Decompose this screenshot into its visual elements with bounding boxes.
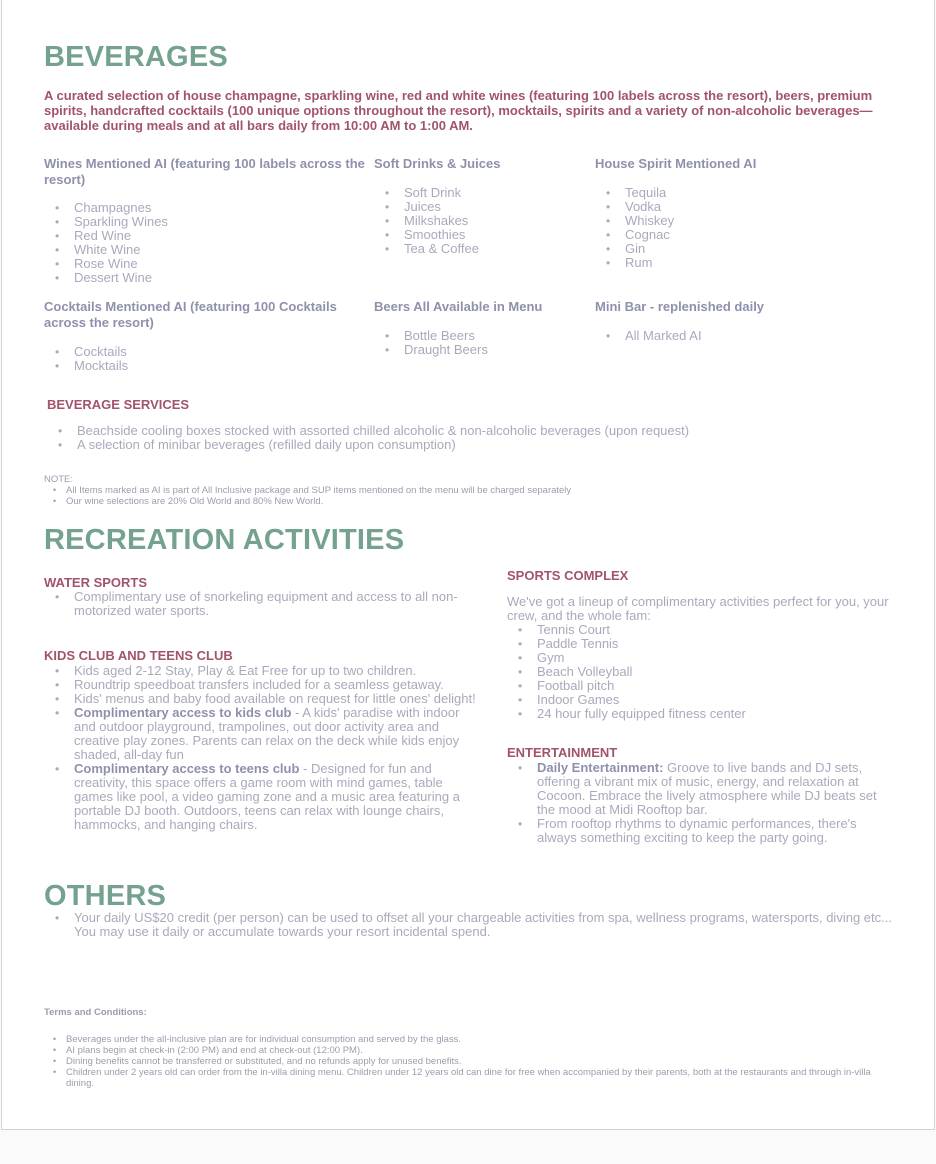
- beverages-columns-row2: [44, 299, 892, 372]
- list-item: • White Wine: [44, 243, 374, 257]
- wines-column: [44, 156, 374, 285]
- cocktails-list: [44, 345, 374, 373]
- minibar-column: [595, 299, 892, 372]
- beverages-intro: A curated selection of house champagne, sparkling wine, red and white wines (featuring 100 labels across the resort), beers, premium spirits, handcrafted cocktails (100 unique options throughout the resort), mocktails, spirits and a variety of non-alcoholic beverages—available during meals and at all bars daily from 10:00 AM to 1:00 AM.: [44, 88, 873, 134]
- list-item: • Daily Entertainment: Groove to live bands and DJ sets, offering a vibrant mix of music, energy, and relaxation at Cocoon. Embrace the lively atmosphere while DJ beats set the mood at Midi Rooftop bar.: [507, 761, 892, 817]
- minibar-list: [595, 329, 892, 343]
- list-item: • Kids aged 2-12 Stay, Play & Eat Free for up to two children.: [44, 664, 481, 678]
- beverage-services-section: [44, 397, 892, 453]
- list-item: • Beverages under the all-inclusive plan are for individual consumption and served by the glass.: [44, 1034, 892, 1045]
- soft-drinks-column: [374, 156, 595, 285]
- list-item-bold-lead: Complimentary access to teens club: [74, 760, 300, 776]
- list-item: • Vodka: [595, 200, 892, 214]
- spirits-column: [595, 156, 892, 285]
- list-item: • Beach Volleyball: [507, 665, 892, 679]
- water-sports-list: [44, 590, 481, 618]
- list-item: • AI plans begin at check-in (2:00 PM) and end at check-out (12:00 PM).: [44, 1045, 892, 1056]
- list-item: • Whiskey: [595, 214, 892, 228]
- list-item: • Dining benefits cannot be transferred or substituted, and no refunds apply for unused benefits.: [44, 1056, 892, 1067]
- recreation-right-column: [507, 568, 892, 845]
- list-item: • Kids' menus and baby food available on request for little ones' delight!: [44, 692, 481, 706]
- list-item: • Mocktails: [44, 359, 374, 373]
- beverages-columns-row1: [44, 156, 892, 285]
- list-item: • Tennis Court: [507, 623, 892, 637]
- list-item-bold-lead: Complimentary access to kids club: [74, 704, 292, 720]
- list-item: • Gym: [507, 651, 892, 665]
- list-item: • Complimentary access to kids club - A kids' paradise with indoor and outdoor playground, trampolines, out door activity area and creative play zones. Parents can relax on the deck while kids enjoy shaded, all-day fun: [44, 706, 481, 762]
- list-item: • Football pitch: [507, 679, 892, 693]
- list-item: • 24 hour fully equipped fitness center: [507, 707, 892, 721]
- water-sports-heading: WATER SPORTS: [44, 574, 148, 590]
- list-item: • Dessert Wine: [44, 271, 374, 285]
- terms-section: [44, 1007, 892, 1089]
- beers-list: [374, 329, 595, 357]
- spirits-heading: House Spirit Mentioned AI: [595, 156, 757, 172]
- list-item: • Bottle Beers: [374, 329, 595, 343]
- list-item: • Cognac: [595, 228, 892, 242]
- list-item-bold-lead: Daily Entertainment:: [537, 759, 664, 775]
- list-item: • From rooftop rhythms to dynamic performances, there's always something exciting to keep the party going.: [507, 817, 892, 845]
- kids-club-heading: KIDS CLUB AND TEENS CLUB: [44, 648, 233, 664]
- list-item: • Champagnes: [44, 201, 374, 215]
- list-item: • Roundtrip speedboat transfers included for a seamless getaway.: [44, 678, 481, 692]
- wines-list: [44, 201, 374, 285]
- note-list: [44, 485, 892, 507]
- list-item: • Milkshakes: [374, 214, 595, 228]
- list-item: • Cocktails: [44, 345, 374, 359]
- entertainment-heading: ENTERTAINMENT: [507, 745, 618, 761]
- list-item: • Tea & Coffee: [374, 242, 595, 256]
- sports-complex-heading: SPORTS COMPLEX: [507, 567, 629, 583]
- list-item: • Your daily US$20 credit (per person) can be used to offset all your chargeable activities from spa, wellness programs, watersports, diving etc... You may use it daily or accumulate towards your resort incidental spend.: [44, 911, 892, 939]
- wines-heading: Wines Mentioned AI (featuring 100 labels across the resort): [44, 156, 365, 187]
- list-item: • Juices: [374, 200, 595, 214]
- beers-column: [374, 299, 595, 372]
- list-item: • All Marked AI: [595, 329, 892, 343]
- list-item: • Red Wine: [44, 229, 374, 243]
- list-item: • All Items marked as AI is part of All Inclusive package and SUP items mentioned on the menu will be charged separately: [44, 485, 892, 496]
- beverage-services-heading: BEVERAGE SERVICES: [47, 396, 190, 412]
- terms-heading: Terms and Conditions:: [44, 1007, 147, 1019]
- recreation-left-column: [44, 568, 481, 845]
- recreation-columns: [44, 568, 892, 845]
- list-item: • Smoothies: [374, 228, 595, 242]
- list-item: • Draught Beers: [374, 343, 595, 357]
- list-item: • Our wine selections are 20% Old World and 80% New World.: [44, 496, 892, 507]
- document-page: [1, 0, 935, 1130]
- kids-club-list: [44, 664, 481, 832]
- spirits-list: [595, 186, 892, 270]
- others-title: OTHERS: [44, 879, 167, 912]
- list-item: • Gin: [595, 242, 892, 256]
- terms-list: [44, 1034, 892, 1089]
- list-item: • Tequila: [595, 186, 892, 200]
- cocktails-column: [44, 299, 374, 372]
- beverage-services-list: [47, 424, 892, 452]
- list-item: • Paddle Tennis: [507, 637, 892, 651]
- sports-complex-intro: We've got a lineup of complimentary activities perfect for you, your crew, and the whole fam:: [507, 594, 889, 624]
- list-item: • Sparkling Wines: [44, 215, 374, 229]
- list-item: • Beachside cooling boxes stocked with assorted chilled alcoholic & non-alcoholic beverages (upon request): [47, 424, 892, 438]
- soft-drinks-list: [374, 186, 595, 256]
- others-list: [44, 911, 892, 939]
- soft-drinks-heading: Soft Drinks & Juices: [374, 156, 501, 172]
- recreation-title: RECREATION ACTIVITIES: [44, 524, 405, 557]
- note-section: [44, 474, 892, 507]
- beverages-title: BEVERAGES: [44, 41, 228, 73]
- list-item: • Indoor Games: [507, 693, 892, 707]
- beers-heading: Beers All Available in Menu: [374, 299, 543, 315]
- note-label: NOTE:: [44, 474, 74, 486]
- list-item: • Children under 2 years old can order from the in-villa dining menu. Children under 12 years old can dine for free when accompanied by their parents, both at the restaurants and through in-villa dining.: [44, 1067, 892, 1089]
- cocktails-heading: Cocktails Mentioned AI (featuring 100 Cocktails across the resort): [44, 299, 337, 331]
- list-item: • Complimentary use of snorkeling equipment and access to all non-motorized water sports.: [44, 590, 481, 618]
- entertainment-list: [507, 761, 892, 845]
- list-item: • Complimentary access to teens club - Designed for fun and creativity, this space offers a game room with mind games, table games like pool, a video gaming zone and a music area featuring a portable DJ booth. Outdoors, teens can relax with lounge chairs, hammocks, and hanging chairs.: [44, 762, 481, 832]
- sports-complex-list: [507, 623, 892, 721]
- list-item: • Soft Drink: [374, 186, 595, 200]
- minibar-heading: Mini Bar - replenished daily: [595, 299, 765, 315]
- list-item: • Rum: [595, 256, 892, 270]
- list-item: • Rose Wine: [44, 257, 374, 271]
- list-item: • A selection of minibar beverages (refilled daily upon consumption): [47, 438, 892, 452]
